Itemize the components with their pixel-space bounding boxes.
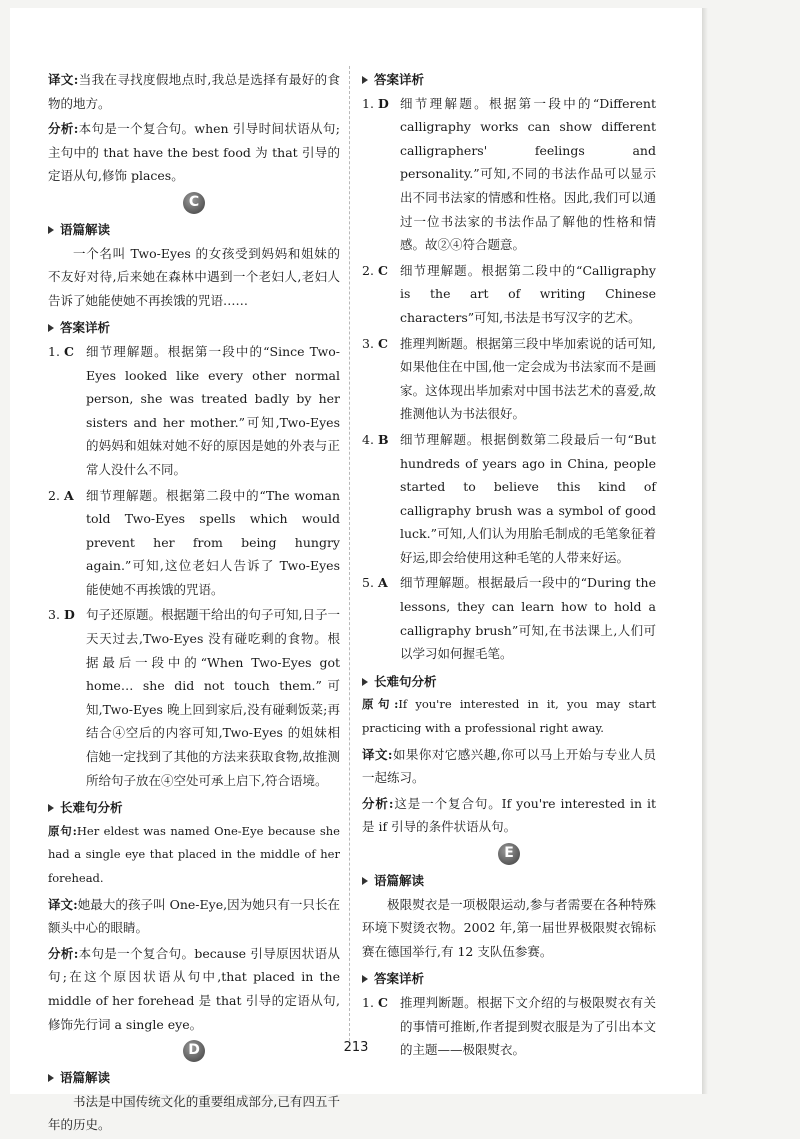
section-e-badge <box>362 843 656 865</box>
section-d-long-sentence-heading: 长难句分析 <box>362 670 656 694</box>
left-column <box>48 68 340 1139</box>
answer-item: 2. C 细节理解题。根据第二段中的“Calligraphy is the art of writing Chinese characters”可知,书法是书写汉字的艺术。 <box>362 262 656 325</box>
answer-item: 1. C 细节理解题。根据第一段中的“Since Two-Eyes looked like every other normal person, she was treated badly by her sisters and her mother.”可知,Two-Eyes 的妈妈和姐妹对她不好的原因是她的外表与正常人没什么不同。 <box>48 343 340 477</box>
section-c-analysis: 分析:本句是一个复合句。because 引导原因状语从句;在这个原因状语从句中,that placed in the middle of her forehead 是 that 引导的定语从句,修饰先行词 a single eye。 <box>48 945 340 1032</box>
section-c-reading-heading: 语篇解读 <box>48 218 340 242</box>
column-divider <box>349 66 350 1041</box>
section-d-reading-text: 书法是中国传统文化的重要组成部分,已有四五千年的历史。 <box>48 1093 340 1133</box>
triangle-icon <box>48 804 54 812</box>
section-e-reading-text: 极限熨衣是一项极限运动,参与者需要在各种特殊环境下熨烫衣物。2002 年,第一届世界极限熨衣锦标赛在德国举行,有 12 支队伍参赛。 <box>362 896 656 959</box>
section-e-badge-letter: E <box>498 843 520 865</box>
triangle-icon <box>362 877 368 885</box>
intro-translation: 译文:当我在寻找度假地点时,我总是选择有最好的食物的地方。 <box>48 72 340 111</box>
triangle-icon <box>48 324 54 332</box>
page-number: 213 <box>343 1040 369 1055</box>
answer-item: 5. A 细节理解题。根据最后一段中的“During the lessons, they can learn how to hold a calligraphy brush”可知,在书法课上,人们可以学习如何握毛笔。 <box>362 575 656 662</box>
answer-item: 3. D 句子还原题。根据题干给出的句子可知,日子一天天过去,Two-Eyes 没有碰吃剩的食物。根据最后一段中的“When Two-Eyes got home… she did not touch them.”可知,Two-Eyes 晚上回到家后,没有碰剩饭菜;再结合④空后的内容可知,Two-Eyes 的姐妹相信她一定找到了其他的方法来获取食物,故推测所给句子放在④空处可承上启下,符合语境。 <box>48 607 340 788</box>
triangle-icon <box>362 678 368 686</box>
section-d-answers-heading: 答案详析 <box>362 68 656 92</box>
triangle-icon <box>362 975 368 983</box>
document-page <box>10 8 702 1133</box>
section-c-original-sentence: 原句:Her eldest was named One-Eye because she had a single eye that placed in the middle of her forehead. <box>48 823 340 885</box>
right-column <box>362 68 656 1064</box>
triangle-icon <box>362 76 368 84</box>
section-e-answers-heading: 答案详析 <box>362 967 656 991</box>
section-c-long-sentence-heading: 长难句分析 <box>48 796 340 820</box>
section-e-reading-heading: 语篇解读 <box>362 869 656 893</box>
section-d-translation: 译文:如果你对它感兴趣,你可以马上开始与专业人员一起练习。 <box>362 746 656 786</box>
section-c-badge <box>48 192 340 214</box>
section-c-reading-text: 一个名叫 Two-Eyes 的女孩受到妈妈和姐妹的不友好对待,后来她在森林中遇到一个老妇人,老妇人告诉了她能使她不再挨饿的咒语…… <box>48 245 340 308</box>
triangle-icon <box>48 1074 54 1082</box>
section-d-analysis: 分析:这是一个复合句。If you're interested in it 是 if 引导的条件状语从句。 <box>362 795 656 835</box>
section-c-answer-list <box>48 340 340 792</box>
answer-item: 1. C 推理判断题。根据下文介绍的与极限熨衣有关的事情可推断,作者提到熨衣服是为了引出本文的主题——极限熨衣。 <box>362 994 656 1058</box>
answer-item: 3. C 推理判断题。根据第三段中毕加索说的话可知,如果他住在中国,他一定会成为书法家而不是画家。这体现出毕加索对中国书法艺术的喜爱,故推测他认为书法很好。 <box>362 335 656 422</box>
intro-analysis: 分析:本句是一个复合句。when 引导时间状语从句;主句中的 that have the best food 为 that 引导的定语从句,修饰 places。 <box>48 121 340 184</box>
section-d-badge-letter: D <box>183 1040 205 1062</box>
section-d-original-sentence: 原句:If you're interested in it, you may start practicing with a professional right away. <box>362 697 656 736</box>
section-c-badge-letter: C <box>183 192 205 214</box>
answer-item: 4. B 细节理解题。根据倒数第二段最后一句“But hundreds of years ago in China, people started to believe this kind of calligraphy brush was a symbol of good luck.”可知,人们认为用胎毛制成的毛笔象征着好运,即会给使用这种毛笔的人带来好运。 <box>362 431 656 565</box>
answer-item: 2. A 细节理解题。根据第二段中的“The woman told Two-Eyes spells which would prevent her from being hungry again.”可知,这位老妇人告诉了 Two-Eyes 能使她不再挨饿的咒语。 <box>48 487 340 597</box>
triangle-icon <box>48 226 54 234</box>
section-c-translation: 译文:她最大的孩子叫 One-Eye,因为她只有一只长在额头中心的眼睛。 <box>48 896 340 936</box>
page-edge-shadow <box>702 8 708 1094</box>
section-d-answer-list <box>362 92 656 666</box>
answer-item: 1. D 细节理解题。根据第一段中的“Different calligraphy works can show different calligraphers' feelings and personality.”可知,不同的书法作品可以显示出不同书法家的情感和性格。因此,我们可以通过一位书法家的书法作品了解他的性格和情感。故②④符合题意。 <box>362 95 656 253</box>
section-d-reading-heading: 语篇解读 <box>48 1066 340 1090</box>
section-c-answers-heading: 答案详析 <box>48 316 340 340</box>
